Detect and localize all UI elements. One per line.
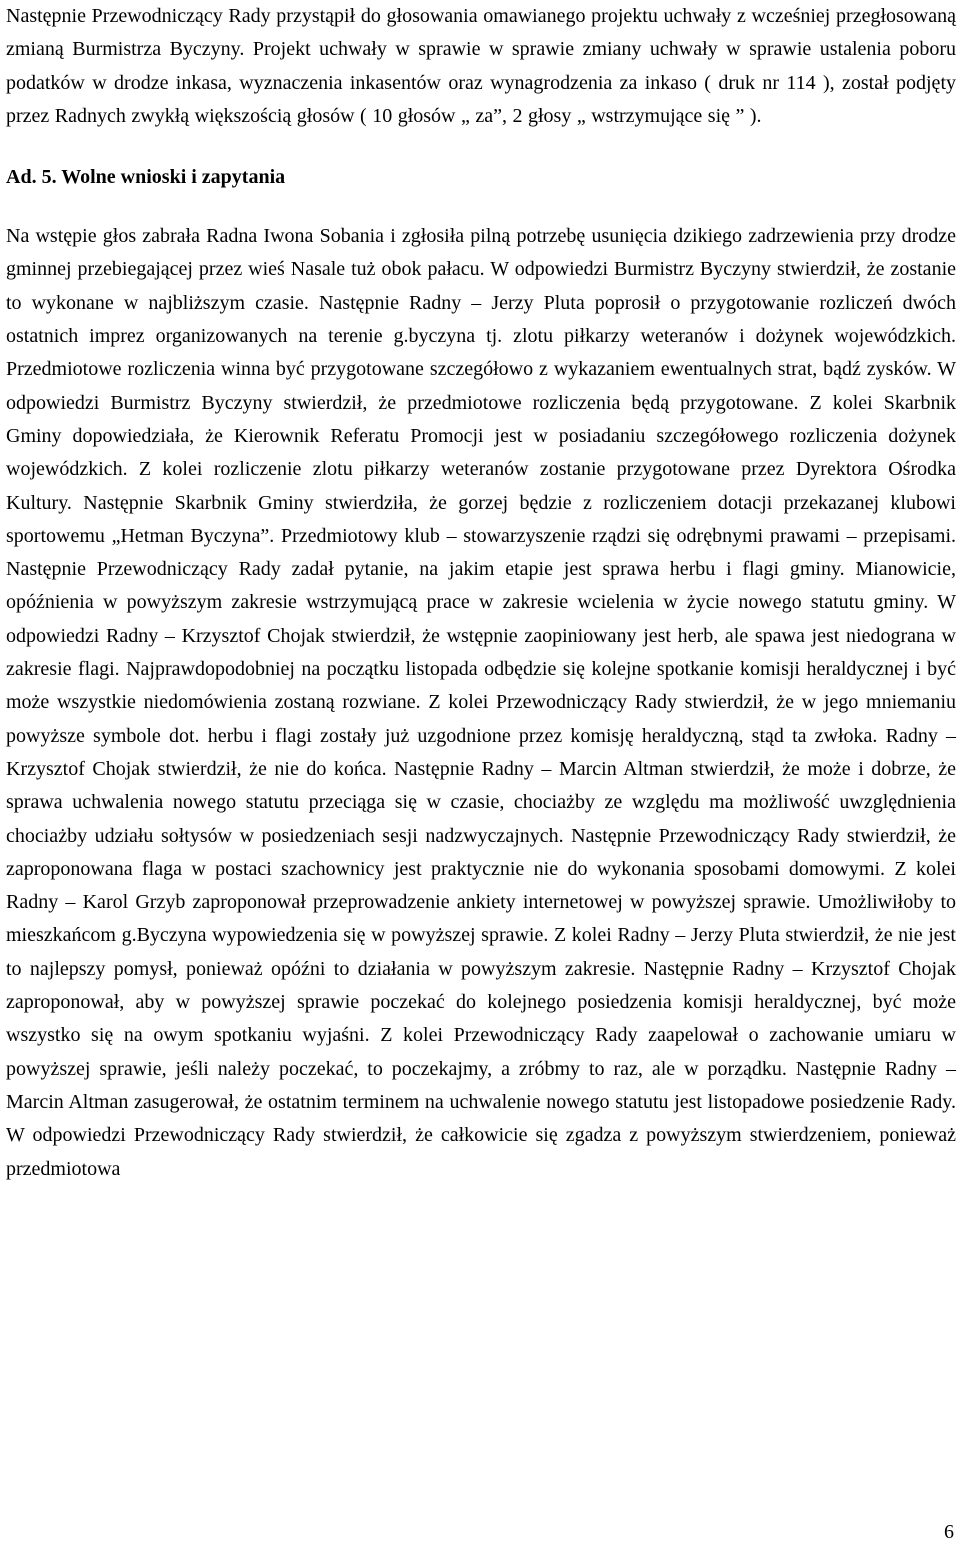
document-page <box>6 0 956 1186</box>
section-heading: Ad. 5. Wolne wnioski i zapytania <box>6 166 286 189</box>
page-number: 6 <box>944 1521 954 1543</box>
intro-paragraph: Następnie Przewodniczący Rady przystąpił do głosowania omawianego projektu uchwały z wcześniej przegłosowaną zmianą Burmistrza Byczyny. Projekt uchwały w sprawie w sprawie zmiany uchwały w sprawie ustalenia poboru podatków w drodze inkasa, wyznaczenia inkasentów oraz wynagrodzenia za inkaso ( druk nr 114 ), został podjęty przez Radnych zwykłą większością głosów ( 10 głosów „ za”, 2 głosy „ wstrzymujące się ” ). <box>6 5 956 127</box>
body-paragraph: Na wstępie głos zabrała Radna Iwona Sobania i zgłosiła pilną potrzebę usunięcia dzikiego zadrzewienia przy drodze gminnej przebiegającej przez wieś Nasale tuż obok pałacu. W odpowiedzi Burmistrz Byczyny stwierdził, że zostanie to wykonane w najbliższym czasie. Następnie Radny – Jerzy Pluta poprosił o przygotowanie rozliczeń dwóch ostatnich imprez organizowanych na terenie g.byczyna tj. zlotu piłkarzy weteranów i dożynek wojewódzkich. Przedmiotowe rozliczenia winna być przygotowane szczegółowo z wykazaniem ewentualnych strat, bądź zysków. W odpowiedzi Burmistrz Byczyny stwierdził, że przedmiotowe rozliczenia będą przygotowane. Z kolei Skarbnik Gminy dopowiedziała, że Kierownik Referatu Promocji jest w posiadaniu szczegółowego rozliczenia dożynek wojewódzkich. Z kolei rozliczenie zlotu piłkarzy weteranów zostanie przygotowane przez Dyrektora Ośrodka Kultury. Następnie Skarbnik Gminy stwierdziła, że gorzej będzie z rozliczeniem dotacji przekazanej klubowi sportowemu „Hetman Byczyna”. Przedmiotowy klub – stowarzyszenie rządzi się odrębnymi prawami – przepisami. Następnie Przewodniczący Rady zadał pytanie, na jakim etapie jest sprawa herbu i flagi gminy. Mianowicie, opóźnienia w powyższym zakresie wstrzymującą prace w zakresie wcielenia w życie nowego statutu gminy. W odpowiedzi Radny – Krzysztof Chojak stwierdził, że wstępnie zaopiniowany jest herb, ale spawa jest niedograna w zakresie flagi. Najprawdopodobniej na początku listopada odbędzie się kolejne spotkanie komisji heraldycznej i być może wszystkie niedomówienia zostaną rozwiane. Z kolei Przewodniczący Rady stwierdził, że w jego mniemaniu powyższe symbole dot. herbu i flagi zostały już uzgodnione przez komisję heraldyczną, stąd ta zwłoka. Radny – Krzysztof Chojak stwierdził, że nie do końca. Następnie Radny – Marcin Altman stwierdził, że może i dobrze, że sprawa uchwalenia nowego statutu przeciąga się w czasie, chociażby ze względu ma możliwość uwzględnienia chociażby udziału sołtysów w posiedzeniach sesji nadzwyczajnych. Następnie Przewodniczący Rady stwierdził, że zaproponowana flaga w postaci szachownicy jest praktycznie nie do wykonania sposobami domowymi. Z kolei Radny – Karol Grzyb zaproponował przeprowadzenie ankiety internetowej w powyższej sprawie. Umożliwiłoby to mieszkańcom g.Byczyna wypowiedzenia się w powyższej sprawie. Z kolei Radny – Jerzy Pluta stwierdził, że nie jest to najlepszy pomysł, ponieważ opóźni to działania w powyższym zakresie. Następnie Radny – Krzysztof Chojak zaproponował, aby w powyższej sprawie poczekać do kolejnego posiedzenia komisji heraldycznej, być może wszystko się na owym spotkaniu wyjaśni. Z kolei Przewodniczący Rady zaapelował o zachowanie umiaru w powyższej sprawie, jeśli należy poczekać, to poczekajmy, a zróbmy to raz, ale w porządku. Następnie Radny – Marcin Altman zasugerował, że ostatnim terminem na uchwalenie nowego statutu jest listopadowe posiedzenie Rady. W odpowiedzi Przewodniczący Rady stwierdził, że całkowicie się zgadza z powyższym stwierdzeniem, ponieważ przedmiotowa <box>6 225 956 1180</box>
